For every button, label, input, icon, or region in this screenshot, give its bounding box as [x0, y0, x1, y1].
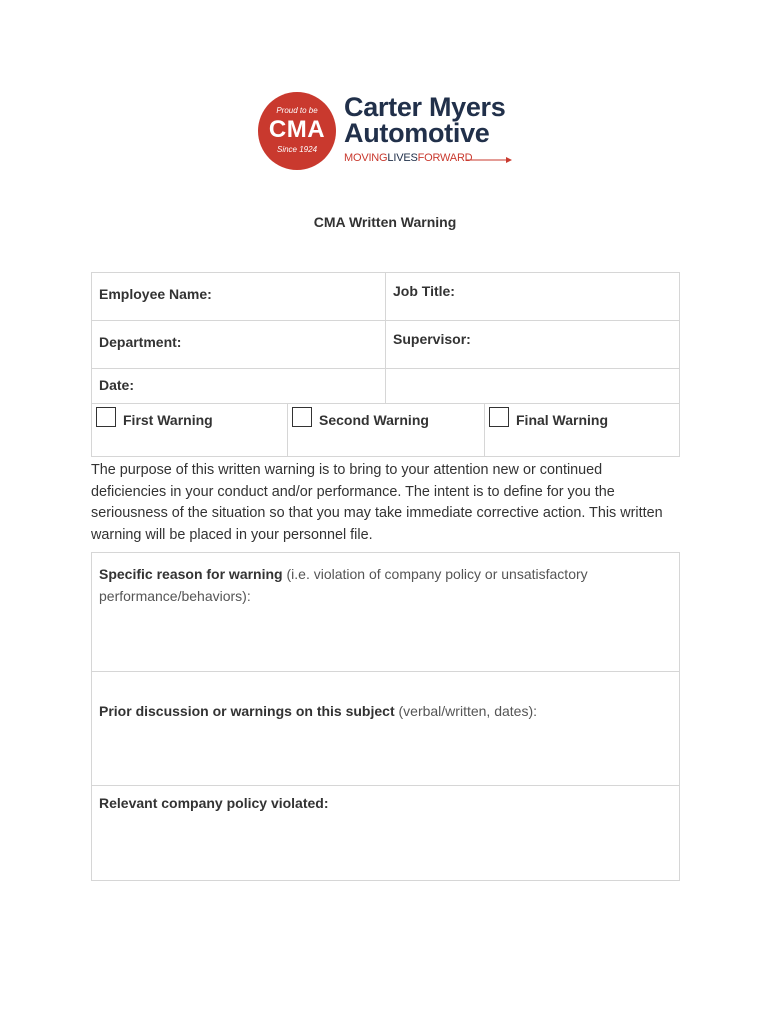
company-logo: [258, 90, 518, 174]
prior-discussion-box[interactable]: [91, 671, 680, 786]
tagline-part-3: FORWARD: [417, 152, 473, 164]
supervisor-label: Supervisor:: [393, 331, 471, 347]
final-warning-checkbox[interactable]: [489, 407, 509, 427]
specific-reason-bold: Specific reason for warning: [99, 566, 283, 582]
policy-violated-label: [99, 792, 669, 814]
brand-line-1: Carter Myers: [344, 92, 506, 122]
department-label: Department:: [99, 334, 182, 350]
first-warning-checkbox[interactable]: [96, 407, 116, 427]
date-empty-cell: [385, 368, 680, 404]
second-warning-label: Second Warning: [319, 412, 429, 428]
prior-discussion-detail: (verbal/written, dates):: [394, 703, 537, 719]
arrow-right-icon: [466, 156, 512, 164]
date-label: Date:: [99, 377, 135, 393]
job-title-label: Job Title:: [393, 283, 455, 299]
seal-main-text: CMA: [268, 116, 326, 143]
prior-discussion-bold: Prior discussion or warnings on this subject: [99, 703, 395, 719]
tagline: [344, 152, 472, 164]
cma-seal: [258, 92, 336, 170]
brand-name: [344, 94, 506, 146]
date-cell[interactable]: [91, 368, 386, 404]
seal-top-text: Proud to be: [276, 106, 318, 115]
policy-violated-bold: Relevant company policy violated:: [99, 795, 329, 811]
brand-line-2: Automotive: [344, 118, 490, 148]
second-warning-checkbox[interactable]: [292, 407, 312, 427]
prior-discussion-label: [99, 700, 669, 722]
tagline-part-2: LIVES: [387, 152, 418, 164]
seal-bottom-text: Since 1924: [276, 145, 318, 154]
final-warning-label: Final Warning: [516, 412, 609, 428]
document-title: CMA Written Warning: [313, 214, 457, 230]
specific-reason-detail: (i.e. violation of company policy or unsatisfactory performance/behaviors):: [99, 566, 588, 604]
tagline-part-1: MOVING: [344, 152, 388, 164]
employee-name-label: Employee Name:: [99, 286, 212, 302]
purpose-paragraph: The purpose of this written warning is to bring to your attention new or continued deficiencies in your conduct and/or performance. The intent is to define for you the seriousness of the situation so that you may take immediate corrective action. This written warning will be placed in your personnel file.: [91, 462, 663, 543]
first-warning-label: First Warning: [123, 412, 213, 428]
specific-reason-label: [99, 563, 669, 607]
